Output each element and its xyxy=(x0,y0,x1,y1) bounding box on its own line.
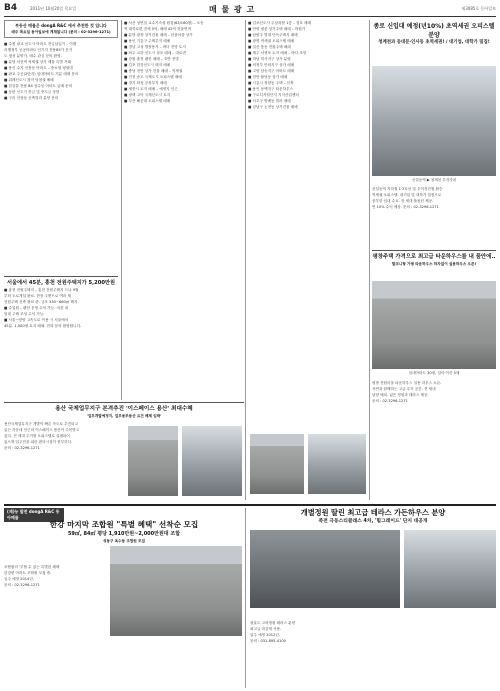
divider xyxy=(245,20,246,500)
intro-box xyxy=(4,20,118,38)
townhouse-body: 평창 전원마을 타운하우스 실용 하우스 오픈. 자연과 함께하는 고급 주거 공간. 전 세대 남향 배치. 넓은 정원과 테라스 제공. 문의 : 02-3296-1271 xyxy=(372,381,442,403)
listings-text-2: ■ 서산 성연일 교수기숙형 원룸(63/160평) – 오송 역 대학로변 전세 5억, 매매 42억 건물면적 ■ 분당 광장 상가건물 매매 – 한솔마을 상가 ■ 용인 기흥구 주택부지 매매 ■ 경남 고성 별장용지 – 바다 전망 토지 ■ 파주 교하 신도시 점포 매매 – 대로변 ■ 강원 춘천 펜션 매매 – 호반 전망 ■ 김포 한강신도시 택지 매매 ■ 충남 천안 상가 건물 매매 – 역세권 ■ 인천 송도 국제도시 오피스텔 매매 ■ 경기 화성 공장부지 매매 ■ 세종시 토지 매매 – 예정지 인근 ■ 평택 고덕 국제신도시 토지 ■ 부산 해운대 오피스텔 매매 xyxy=(124,21,204,103)
officetel-photo-caption: 신설동역 ▶ 청계천 투자가치 xyxy=(411,178,457,182)
yongsan-photo-2 xyxy=(182,426,242,496)
date-line: 2011년 10월20일 목요일 xyxy=(30,6,77,11)
townhouse-photo-caption: 임대아파트 30평, 설악·이산 5채 xyxy=(408,371,460,375)
section-title: 매 물 광 고 xyxy=(209,5,256,14)
hangang-subtitle: 59㎡, 84㎡ 평당 1,910만원~2,000만원대 조합 xyxy=(67,531,181,537)
hangang-photo xyxy=(110,546,242,636)
section-strip: (재)농 발전 dongA R&C 동아매물 xyxy=(4,508,64,522)
yongsan-subtitle: '업무개발예정지, 업무용부동산 요건 해제 임박' xyxy=(86,414,162,418)
intro-title: 부동산 매물은 dongA R&C 에서 추천한 것 입니다 xyxy=(15,23,107,28)
divider xyxy=(4,276,118,277)
intro-subtitle: 매주 목요일 동아일보에 게재됩니다 (문의 : 02-3296-1271) xyxy=(11,30,111,34)
hangang-body: 조합원의 '부할 수 있는 특별한 혜택 한강변 아파트 조합원 모집 중. 입주 예정 2014년. 문의 : 02-3296-1271 xyxy=(4,565,60,587)
hongcheon-body: ■ 홍천 전원주택지 – 홍천 전원주택지 드나 9월 부터 도로개설 완료. 현장 주변으로 여러 채 전원주택 건축 완료 중. 규모 330~660㎡ 택지. ■ 수입원 – 펜션 운영 수익 가능. 마을 내 임대 주택 조성 수익 가능. ■ 서울~양양 고속도로 이용 시 서울에서 45분. 1,000평 토지 매매. 전화 문의 환영합니다. xyxy=(4,288,82,328)
column-4-top xyxy=(372,22,496,62)
page-number: B4 xyxy=(4,3,18,13)
listings-text-3: ■ 김포신도시 주상복합 1층 – 점포 매매 ■ 안양 평촌 상가주택 매매 – 학원가 ■ 남양주 별내 단독주택지 매매 ■ 광명 역세권 오피스텔 매매 ■ 일산 풍동 전원주택 매매 ■ 제주 서귀포 토지 매매 – 바다 조망 ■ 하남 미사지구 상가 분양 ■ 의정부 민락지구 상가 매매 ■ 고양 삼송지구 아파트 매매 ■ 천안 불당동 상가 매매 ■ 시흥시 정왕동 주택 – 신축 ■ 용인 동백지구 타운하우스 ■ 구로디지털단지 지식산업센터 ■ 서초구 방배동 빌라 매매 ■ 강남구 논현동 상가건물 매매 xyxy=(248,21,311,109)
yongsan-title: 용산 국제업무지구 본격추진 '이스페이스 용산' 최대수혜 xyxy=(55,406,193,412)
divider xyxy=(372,250,496,251)
hangang-title: 한강 마지막 조합원 "특별 혜택" 선착순 모집 xyxy=(49,520,199,529)
townhouse-subtitle: 발코니형 가평 타운하우스 하자없이 실용하우스 오픈! xyxy=(391,262,477,266)
yongsan-body: 용산국제업무지구 개발이 빠른 속도로 추진되고 있는 가운데 인근의 이스페이스 용산이 주목받고 있다. 전 세대 주거형 오피스텔로 설계되어 있으며 입주민을 위한 편의시설이 풍부하다. 문의 : 02-3296-1271 xyxy=(4,422,80,450)
property-photo-2 xyxy=(308,434,366,494)
divider xyxy=(245,508,246,688)
hongcheon-title: 서울에서 45분, 홍천 전원주택지가 5,200만원 xyxy=(7,280,115,286)
terrace-body: 광효도 고려정원 테라스 분양 최고급 마감재 사용. 입주 예정 2012년. 문의 : 031-895-4100 xyxy=(250,621,296,643)
townhouse-photo xyxy=(372,281,496,369)
divider xyxy=(369,20,370,500)
officetel-title: 종로 신입대 예정(년10%) 초역세권 오피스텔 분양 xyxy=(373,23,495,39)
hongcheon-ad xyxy=(4,279,118,399)
listings-text: ■ 수원 광교 신도시 아파트 잔금납입기 – 이태 리행정부 공공아파트 인기지 전용85가 웃거 도 형성 분양가. 매수 관심 문의 환영. ■ 분당 서현역 역세권 상가 매물 특별 거래 ■ 용인 수지 신봉동 아파트 – 중소형 평형대 ■ 판교 주공(2단지) 임대아파트 지분 매매 문의 ■ 위례신도시 청약 당첨권 매매 ■ 한강뷰 전용 84 성수동 아파트 급매 문의 ■ 동탄 신도시 잔금 및 중도금 상담 ■ 구리 인창동 신축빌라 분양 문의 xyxy=(4,42,79,100)
divider xyxy=(4,504,496,506)
officetel-body: 신설동역 지하철 1·2호선 및 우이경전철 환승 역세권 오피스텔. 대기업 및 대학가 밀집으로 풍부한 임대 수요. 전 세대 풀옵션 제공. 연 10% 수익 예상. 문의 : 02-3296-1271 xyxy=(372,187,443,209)
divider xyxy=(4,402,244,403)
townhouse-title: 평창주택 가격으로 최고급 타운하우스를 내 품안에.. xyxy=(372,254,496,260)
terrace-photo-2 xyxy=(404,530,496,608)
page-header xyxy=(4,3,496,17)
officetel-subtitle: 청계천과 동대문·인사동 초역세권! / 대기업, 대학가 밀집! xyxy=(378,40,490,45)
yongsan-photo xyxy=(128,426,178,496)
column-2 xyxy=(124,20,242,400)
paper-name: 제3085호 동아일보 xyxy=(461,6,496,11)
officetel-photo xyxy=(372,66,496,176)
property-photo xyxy=(250,434,304,494)
townhouse-header xyxy=(372,253,496,277)
terrace-photo xyxy=(250,530,400,608)
divider xyxy=(121,20,122,400)
terrace-subtitle: 죽전 극동스티클래스 4차, '힐그레이드' 단지 대공개 xyxy=(318,519,428,524)
column-3 xyxy=(248,20,366,430)
terrace-title: 개별정원 딸린 최고급 테라스 가든하우스 분양 xyxy=(300,508,446,517)
hangang-subtitle-2: 성동구 옥수동 조합원 모집 xyxy=(103,539,145,543)
